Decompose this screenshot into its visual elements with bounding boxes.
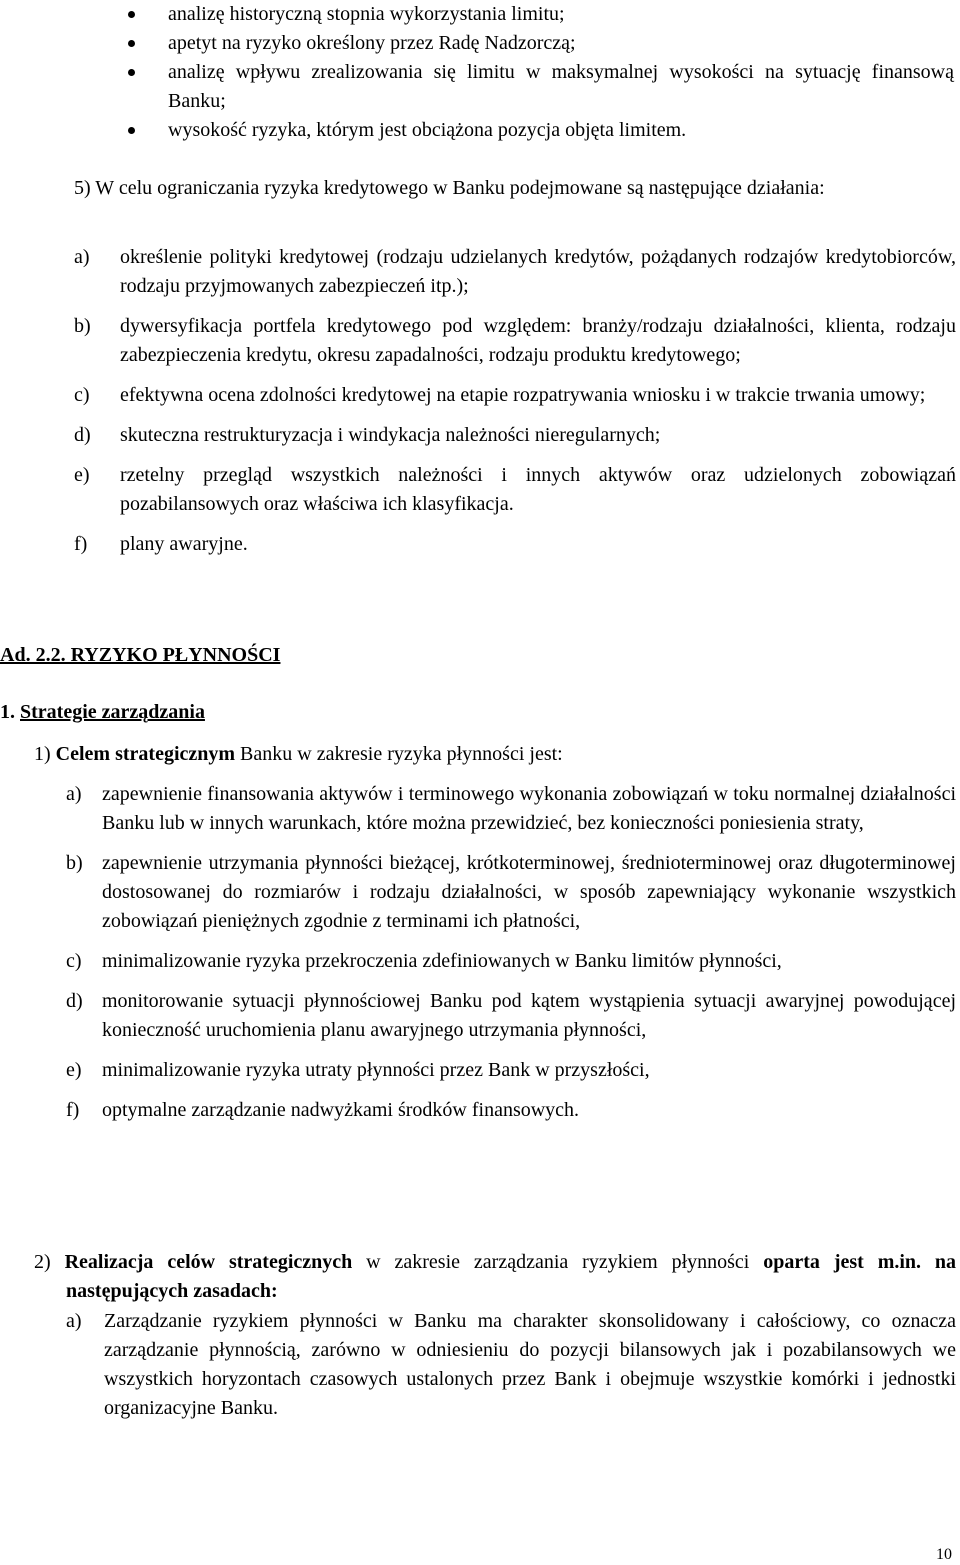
page-number: 10 [936, 1546, 952, 1563]
subsection-title: Strategie zarządzania [20, 701, 205, 723]
list-item-text: minimalizowanie ryzyka przekroczenia zdefiniowanych w Banku limitów płynności, [102, 950, 782, 972]
list-marker: d) [66, 990, 83, 1012]
list-item [66, 1056, 956, 1085]
list-item [74, 421, 956, 450]
paragraph-text: w zakresie zarządzania ryzykiem płynności [366, 1251, 750, 1273]
list-item-text: optymalne zarządzanie nadwyżkami środków finansowych. [102, 1099, 580, 1121]
list-item-text: efektywna ocena zdolności kredytowej na etapie rozpatrywania wniosku i w trakcie trwania umowy; [120, 384, 926, 406]
list-item [74, 461, 956, 519]
list-item [66, 849, 956, 936]
point-5-intro [40, 174, 956, 203]
list-item-text: minimalizowanie ryzyka utraty płynności przez Bank w przyszłości, [102, 1059, 650, 1081]
list-item-text: skuteczna restrukturyzacja i windykacja należności nieregularnych; [120, 424, 661, 446]
section-heading: Ad. 2.2. RYZYKO PŁYNNOŚCI [0, 644, 281, 666]
strategy-principles-list [66, 1307, 956, 1423]
point-number: 1) [34, 743, 51, 765]
subsection-heading [0, 698, 205, 727]
list-item-text: dywersyfikacja portfela kredytowego pod względem: branży/rodzaju działalności, klienta, rodzaju zabezpieczenia kredytu, okresu zapadalności, rodzaju produktu kredytowego; [120, 315, 956, 366]
list-item [66, 780, 956, 838]
strategic-goals-list [66, 780, 956, 1136]
bold-phrase: oparta jest m.in. na następujących zasadach: [66, 1251, 957, 1302]
list-marker: f) [74, 533, 88, 555]
point-number: 2) [34, 1251, 51, 1273]
list-item [66, 1307, 956, 1423]
bold-phrase: Realizacja celów strategicznych [64, 1251, 353, 1273]
list-marker: e) [74, 464, 90, 486]
list-item-text: zapewnienie finansowania aktywów i terminowego wykonania zobowiązań w toku normalnej działalności Banku lub w innych warunkach, które można przewidzieć, bez konieczności poniesienia straty, [102, 783, 956, 834]
list-item-text: zapewnienie utrzymania płynności bieżącej, krótkoterminowej, średnioterminowej oraz długoterminowej dostosowanej do rozmiarów i rodzaju działalności, w sposób zapewniający wykonanie wszystkich zobowiązań pieniężnych zgodnie z terminami ich płatności, [102, 852, 956, 932]
list-marker: c) [74, 384, 90, 406]
list-marker: a) [74, 246, 90, 268]
paragraph-text: 5) W celu ograniczania ryzyka kredytowego w Banku podejmowane są następujące działania: [74, 177, 825, 199]
list-item: analizę historyczną stopnia wykorzystania limitu; [128, 0, 954, 29]
list-item [66, 1096, 956, 1125]
credit-risk-actions-list [74, 243, 956, 570]
paragraph-text: Banku w zakresie ryzyka płynności jest: [240, 743, 563, 765]
point-2-intro [34, 1248, 956, 1306]
list-item [74, 312, 956, 370]
list-marker: b) [66, 852, 83, 874]
list-item [66, 987, 956, 1045]
list-marker: c) [66, 950, 82, 972]
list-item: apetyt na ryzyko określony przez Radę Nadzorczą; [128, 29, 954, 58]
list-marker: a) [66, 1310, 82, 1332]
limit-criteria-list [128, 0, 954, 145]
list-item: analizę wpływu zrealizowania się limitu w maksymalnej wysokości na sytuację finansową Banku; [128, 58, 954, 116]
list-item [74, 530, 956, 559]
list-item-text: określenie polityki kredytowej (rodzaju udzielanych kredytów, pożądanych rodzajów kredytobiorców, rodzaju przyjmowanych zabezpieczeń itp.); [120, 246, 956, 297]
list-item [66, 947, 956, 976]
subsection-number: 1. [0, 701, 15, 723]
bold-phrase: Celem strategicznym [55, 743, 236, 765]
list-item-text: rzetelny przegląd wszystkich należności i innych aktywów oraz udzielonych zobowiązań pozabilansowych oraz właściwa ich klasyfikacja. [120, 464, 956, 515]
list-item: wysokość ryzyka, którym jest obciążona pozycja objęta limitem. [128, 116, 954, 145]
list-item-text: plany awaryjne. [120, 533, 248, 555]
list-marker: d) [74, 424, 91, 446]
list-marker: b) [74, 315, 91, 337]
list-marker: a) [66, 783, 82, 805]
list-item-text: monitorowanie sytuacji płynnościowej Banku pod kątem wystąpienia sytuacji awaryjnej powodującej konieczność uruchomienia planu awaryjnego utrzymania płynności, [102, 990, 956, 1041]
list-item [74, 243, 956, 301]
list-marker: e) [66, 1059, 82, 1081]
list-marker: f) [66, 1099, 80, 1121]
point-1-intro [34, 740, 563, 769]
list-item [74, 381, 956, 410]
list-item-text: Zarządzanie ryzykiem płynności w Banku ma charakter skonsolidowany i całościowy, co oznacza zarządzanie płynnością, zarówno w odniesieniu do pozycji bilansowych jak i pozabilansowych we wszystkich horyzontach czasowych ustalonych przez Bank i obejmuje wszystkie komórki i jednostki organizacyjne Banku. [104, 1310, 956, 1419]
